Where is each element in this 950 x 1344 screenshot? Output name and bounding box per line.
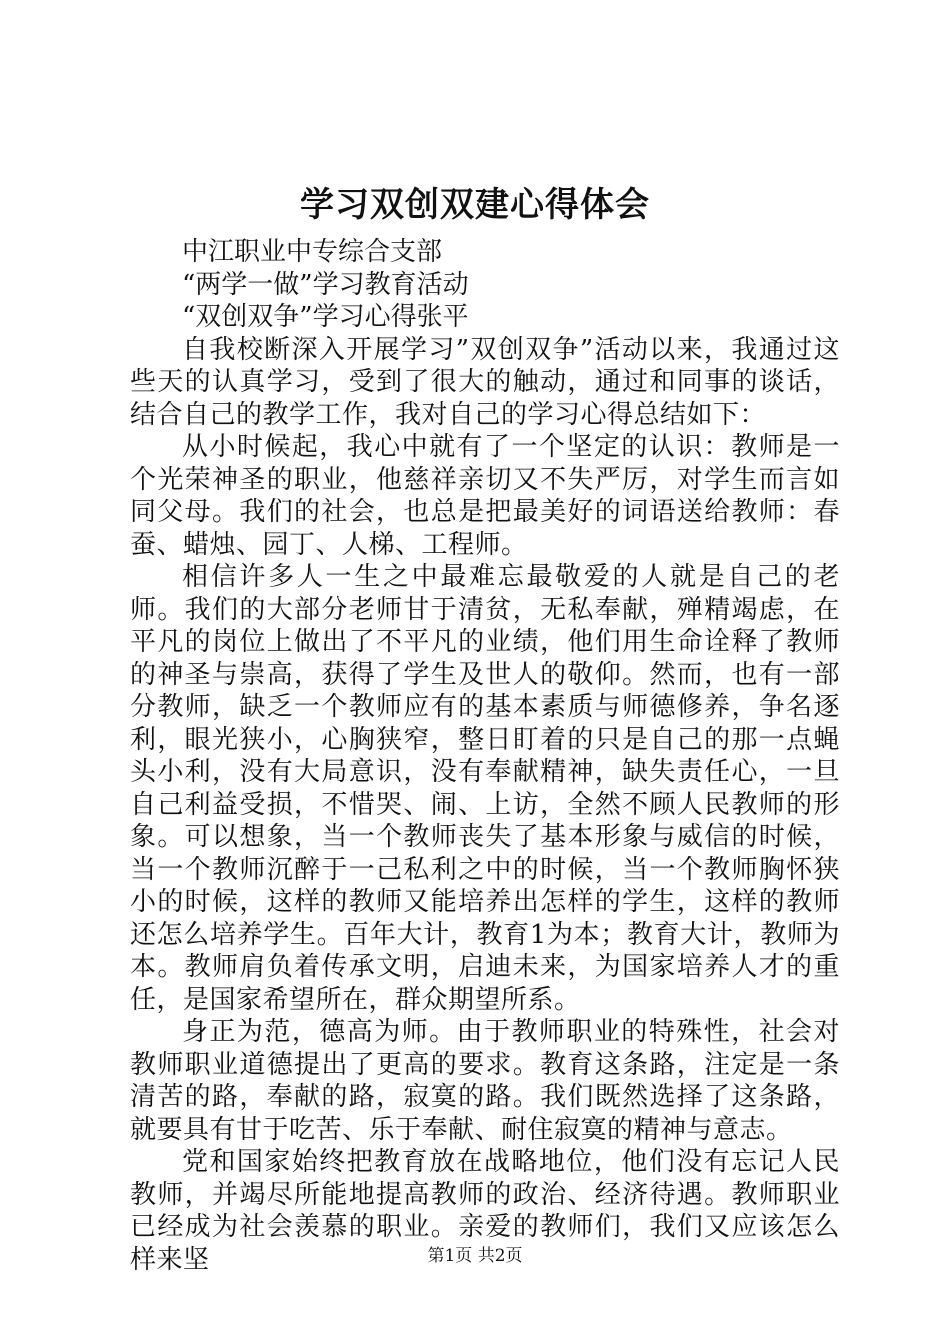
paragraph-ethics: 身正为范，德高为师。由于教师职业的特殊性，社会对教师职业道德提出了更高的要求。教育这条路，注定是一条清苦的路，奉献的路，寂寞的路。我们既然选择了这条路，就要具有甘于吃苦、乐于奉献、耐住寂寞的精神与意志。 bbox=[130, 1017, 840, 1145]
paragraph-intro: 自我校断深入开展学习”双创双争”活动以来，我通过这些天的认真学习，受到了很大的触动，通过和同事的谈话，结合自己的教学工作，我对自己的学习心得总结如下： bbox=[130, 334, 840, 430]
document-body bbox=[130, 236, 840, 1276]
header-line-activity: “两学一做”学习教育活动 bbox=[182, 269, 469, 300]
document-title: 学习双创双建心得体会 bbox=[300, 185, 650, 225]
paragraph-childhood: 从小时候起，我心中就有了一个坚定的认识：教师是一个光荣神圣的职业，他慈祥亲切又不失严厉，对学生而言如同父母。我们的社会，也总是把最美好的词语送给教师：春蚕、蜡烛、园丁、人梯、工程师。 bbox=[130, 432, 840, 560]
page-number: 第1页 共2页 bbox=[427, 1246, 523, 1266]
header-line-author: “双创双争”学习心得张平 bbox=[182, 302, 469, 332]
header-line-branch: 中江职业中专综合支部 bbox=[182, 237, 443, 267]
paragraph-state: 党和国家始终把教育放在战略地位，他们没有忘记人民教师，并竭尽所能地提高教师的政治、经济待遇。教师职业已经成为社会羡慕的职业。亲爱的教师们，我们又应该怎么样来坚 bbox=[130, 1147, 840, 1275]
paragraph-teachers: 相信许多人一生之中最难忘最敬爱的人就是自己的老师。我们的大部分老师甘于清贫，无私奉献，殚精竭虑，在平凡的岗位上做出了不平凡的业绩，他们用生命诠释了教师的神圣与崇高，获得了学生及世人的敬仰。然而，也有一部分教师，缺乏一个教师应有的基本素质与师德修养，争名逐利，眼光狭小，心胸狭窄，整日盯着的只是自己的那一点蝇头小利，没有大局意识，没有奉献精神，缺失责任心，一旦自己利益受损，不惜哭、闹、上访，全然不顾人民教师的形象。可以想象，当一个教师丧失了基本形象与威信的时候，当一个教师沉醉于一己私利之中的时候，当一个教师胸怀狭小的时候，这样的教师又能培养出怎样的学生，这样的教师还怎么培养学生。百年大计，教育1为本；教育大计，教师为本。教师肩负着传承文明，启迪未来，为国家培养人才的重任，是国家希望所在，群众期望所系。 bbox=[130, 562, 840, 1015]
